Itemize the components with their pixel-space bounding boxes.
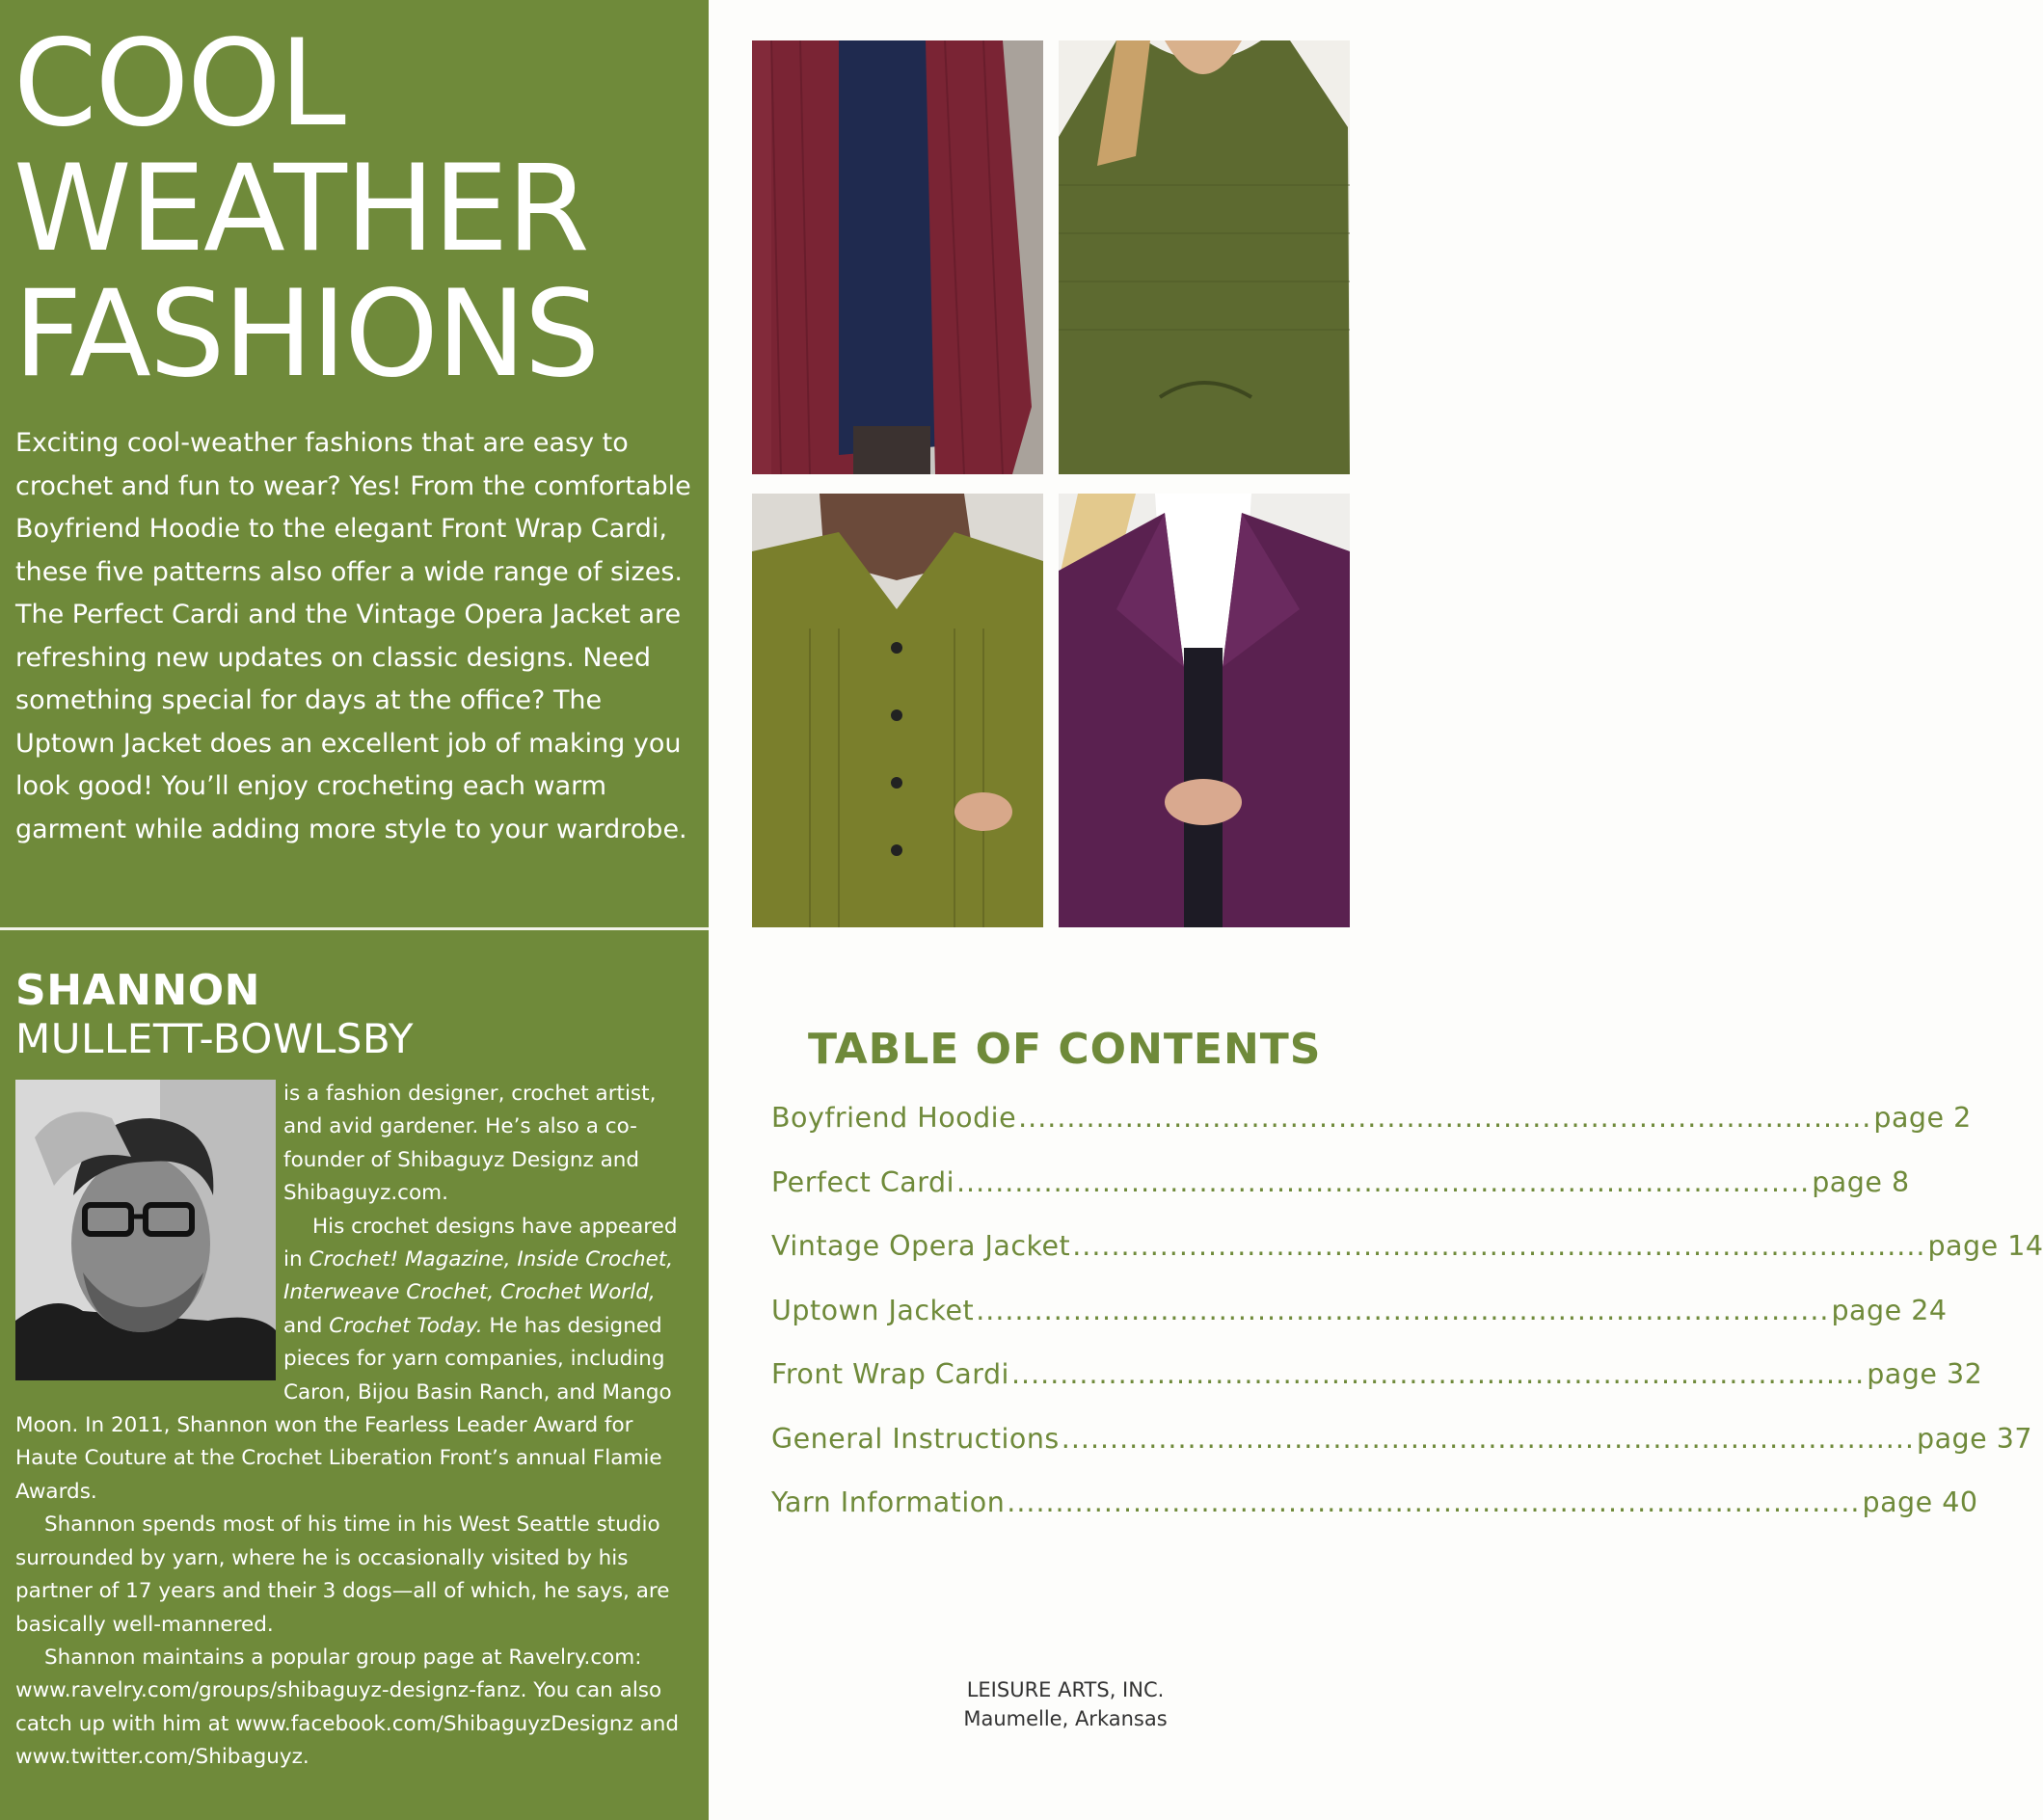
bio-awards: He has designed pieces for yarn companies, including Caron, Bijou Basin Ranch, and Mango Moon. In 2011, Shannon won the Fearless Leader Award for Haute Couture at the Crochet Liberation Front’s annual Flamie Awards. (15, 1313, 672, 1504)
toc-leader: ........................................................................................ (976, 1294, 1830, 1326)
magazine-2: Inside Crochet, (517, 1247, 674, 1272)
toc-item-page: page 32 (1867, 1358, 1983, 1390)
toc-leader: ........................................................................................ (1061, 1422, 1915, 1455)
toc-item-page: page 2 (1873, 1102, 1972, 1134)
toc-item[interactable] (771, 1102, 1972, 1166)
toc-item[interactable] (771, 1486, 1978, 1551)
toc-leader: ........................................................................................ (1007, 1486, 1861, 1518)
publisher-name: LEISURE ARTS, INC. (966, 1678, 1165, 1701)
bio-paragraph-4: Shannon maintains a popular group page at Ravelry.com: www.ravelry.com/groups/shibaguyz-designz-fanz. You can also catch up with him at www.facebook.com/ShibaguyzDesignz and www.twitter.com/Shibaguyz. (15, 1645, 680, 1770)
toc-leader: ........................................................................................ (1010, 1358, 1866, 1390)
page-title (13, 14, 698, 404)
toc-item-page: page 37 (1917, 1422, 2033, 1455)
toc-title: TABLE OF CONTENTS (808, 1025, 1322, 1074)
magazine-4: Crochet World, (500, 1280, 656, 1305)
toc-item[interactable] (771, 1358, 1983, 1423)
bio-paragraph-3: Shannon spends most of his time in his West Seattle studio surrounded by yarn, where he is occasionally visited by his partner of 17 years and their 3 dogs—all of which, he says, are basically well-mannered. (15, 1512, 670, 1637)
toc-item-page: page 24 (1831, 1294, 1948, 1326)
magazine-3: Interweave Crochet, (283, 1280, 495, 1305)
author-bio (15, 1078, 690, 1775)
magazine-1: Crochet! Magazine, (309, 1247, 511, 1272)
photo-boyfriend-hoodie (1059, 40, 1350, 474)
bio-intro: is a fashion designer, crochet artist, and avid gardener. He’s also a co-founder of Shibaguyz Designz and Shibaguyz.com. (283, 1082, 657, 1206)
title-line-3: FASHIONS (13, 265, 599, 404)
publisher-block (873, 1675, 1258, 1733)
toc-item-label: Front Wrap Cardi (771, 1358, 1009, 1390)
toc-item[interactable] (771, 1422, 2033, 1487)
bio-designs: His crochet designs have appeared in (283, 1214, 678, 1272)
toc-item-label: Boyfriend Hoodie (771, 1102, 1017, 1134)
author-first-name: SHANNON (15, 966, 260, 1015)
toc-item-label: General Instructions (771, 1422, 1060, 1455)
panel-divider (0, 927, 709, 930)
title-line-1: COOL (13, 14, 344, 153)
table-of-contents (771, 1102, 2043, 1551)
intro-paragraph: Exciting cool-weather fashions that are easy to crochet and fun to wear? Yes! From the comfortable Boyfriend Hoodie to the elegant Front Wrap Cardi, these five patterns also offer a wide range of sizes. The Perfect Cardi and the Vintage Opera Jacket are refreshing new updates on classic designs. Need something special for days at the office? The Uptown Jacket does an excellent job of making you look good! You’ll enjoy crocheting each warm garment while adding more style to your wardrobe. (15, 428, 691, 844)
photo-uptown-jacket (1059, 494, 1350, 927)
toc-item[interactable] (771, 1165, 1910, 1231)
toc-leader: ........................................................................................ (1072, 1230, 1926, 1262)
toc-item-label: Perfect Cardi (771, 1165, 954, 1198)
toc-item-page: page 8 (1812, 1165, 1910, 1198)
toc-leader: ........................................................................................ (1018, 1102, 1872, 1134)
toc-item-label: Yarn Information (771, 1486, 1006, 1518)
author-last-name: MULLETT-BOWLSBY (15, 1015, 415, 1062)
photo-perfect-cardi (752, 494, 1043, 927)
toc-item-page: page 14 (1927, 1230, 2043, 1262)
photo-front-wrap-cardi (752, 40, 1043, 474)
toc-item-label: Uptown Jacket (771, 1294, 975, 1326)
bio-and: and (283, 1313, 330, 1338)
toc-item[interactable] (771, 1294, 1948, 1359)
publisher-location: Maumelle, Arkansas (963, 1707, 1168, 1730)
toc-item-label: Vintage Opera Jacket (771, 1230, 1071, 1262)
toc-item-page: page 40 (1862, 1486, 1978, 1518)
title-line-2: WEATHER (13, 140, 588, 279)
intro-text (15, 422, 702, 851)
magazine-5: Crochet Today. (329, 1313, 483, 1338)
toc-leader: ........................................................................................ (955, 1165, 1811, 1198)
toc-item[interactable] (771, 1230, 2043, 1295)
